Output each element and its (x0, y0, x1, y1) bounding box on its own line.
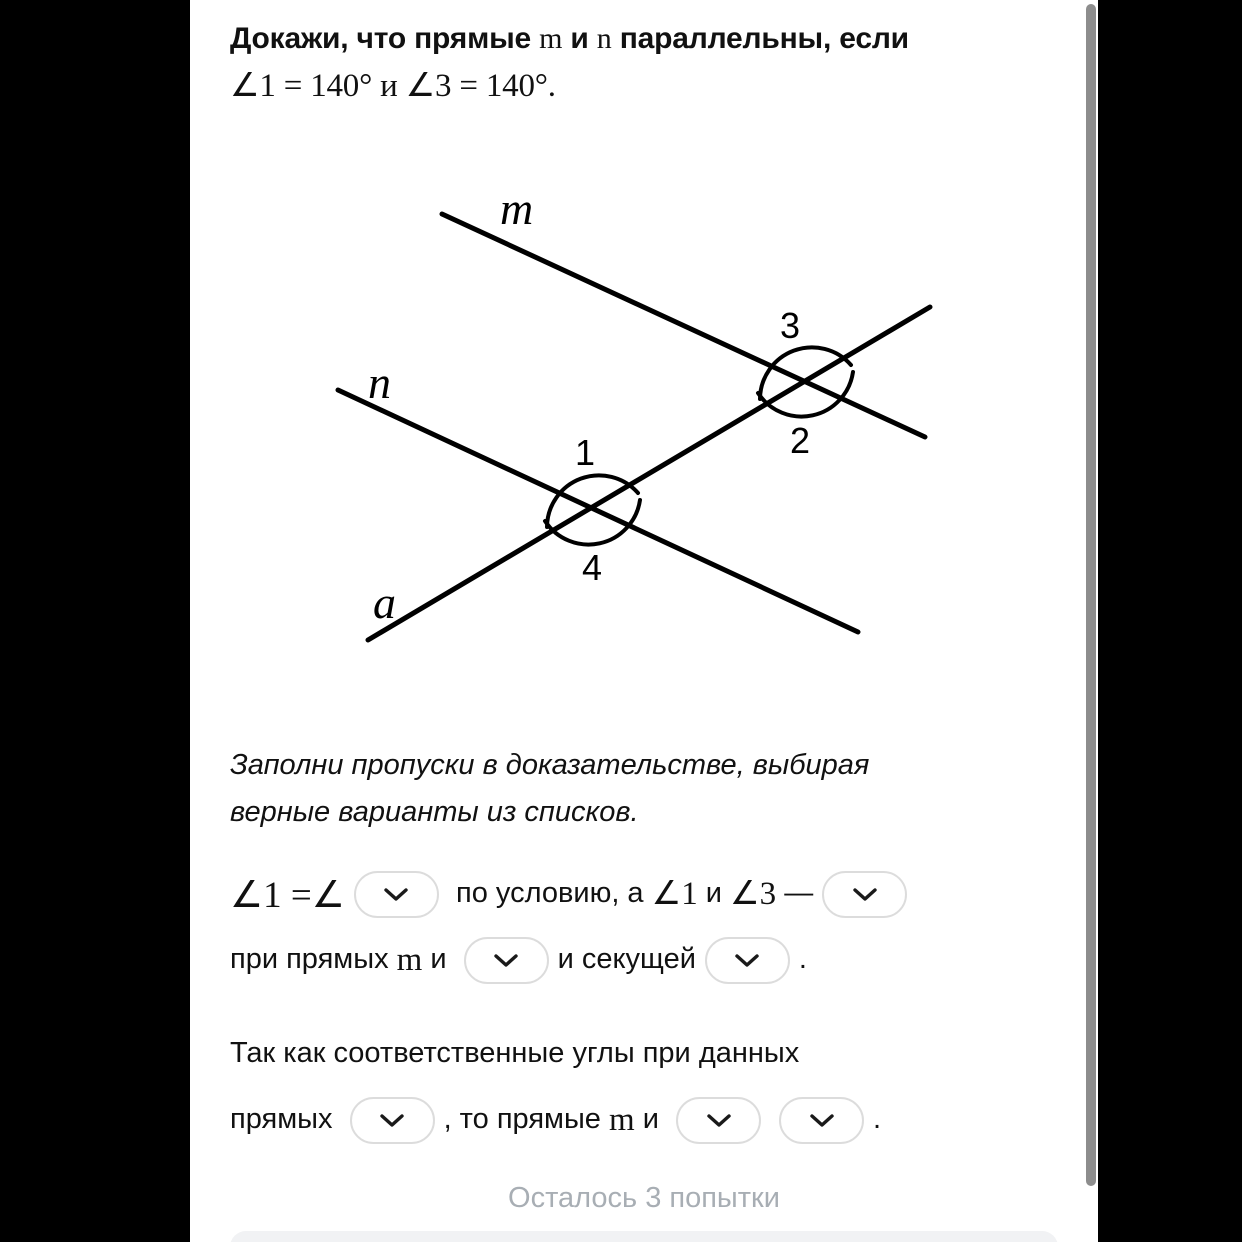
proof-line-m-1: m (396, 941, 423, 978)
figure-label-m: m (500, 183, 534, 234)
instruction-text (230, 742, 1020, 836)
dropdown-angle-pair-type[interactable] (822, 871, 907, 918)
dropdown-angles-relation[interactable] (350, 1097, 435, 1144)
submit-button[interactable] (230, 1231, 1058, 1242)
title-line-m: m (539, 22, 563, 55)
line-m (442, 214, 925, 437)
proof-text-and-3: и (634, 1103, 667, 1136)
title-text-part-1: Докажи, что прямые (230, 22, 540, 55)
title-text-part-2: и (562, 22, 597, 55)
angle-arc-1 (547, 475, 638, 527)
chevron-down-icon (383, 887, 409, 902)
figure-angle-label-1: 1 (574, 432, 596, 473)
lesson-paper (190, 0, 1098, 1242)
proof-text-lines: прямых (230, 1103, 341, 1136)
proof-text-and-2: и (422, 943, 455, 976)
proof-period-1: . (798, 943, 807, 976)
proof-text-and-secant: и секущей (557, 943, 696, 976)
instruction-line-1: Заполни пропуски в доказательстве, выбирая (230, 749, 870, 781)
proof-angle-equals: ∠1 =∠ (230, 874, 345, 916)
figure-label-n: n (368, 357, 391, 408)
proof-row-3 (230, 1022, 1070, 1086)
proof-text-at-lines: при прямых (230, 943, 397, 976)
title-text-part-3: параллельны, если (611, 22, 909, 55)
page-title (230, 18, 1030, 109)
proof-line-m-2: m (609, 1101, 635, 1138)
dropdown-conclusion-relation[interactable] (779, 1097, 864, 1144)
proof-text-dash: — (776, 877, 814, 910)
proof-text-then-lines: , то прямые (443, 1103, 609, 1136)
proof-text-by-condition: по условию, а (447, 877, 652, 910)
chevron-down-icon (706, 1113, 732, 1128)
chevron-down-icon (493, 953, 519, 968)
proof-paragraph-2 (230, 1022, 1070, 1152)
geometry-figure (320, 160, 1098, 680)
figure-angle-label-2: 2 (789, 420, 811, 461)
proof-row-2 (230, 928, 1070, 992)
dropdown-conclusion-line[interactable] (676, 1097, 761, 1144)
figure-angle-label-4: 4 (581, 547, 603, 588)
attempts-remaining-label: Осталось 3 попытки (508, 1182, 780, 1214)
dropdown-secant-line[interactable] (705, 937, 790, 984)
figure-label-a: a (373, 577, 396, 628)
dropdown-second-line[interactable] (464, 937, 549, 984)
chevron-down-icon (379, 1113, 405, 1128)
title-condition: ∠1 = 140° и ∠3 = 140°. (230, 67, 556, 104)
chevron-down-icon (809, 1113, 835, 1128)
title-line-n: n (596, 22, 612, 55)
figure-angle-label-3: 3 (779, 305, 801, 346)
proof-period-2: . (873, 1103, 882, 1136)
proof-angle-1: ∠1 (651, 875, 698, 912)
dropdown-angle-equal[interactable] (354, 871, 439, 918)
proof-text-and-1: и (697, 877, 731, 910)
line-a-transversal (368, 307, 930, 640)
proof-row-4 (230, 1088, 1070, 1152)
scrollbar-thumb[interactable] (1086, 4, 1096, 1186)
proof-text-corresponding-angles: Так как соответственные углы при данных (230, 1037, 800, 1070)
proof-paragraph-1 (230, 862, 1070, 992)
chevron-down-icon (852, 887, 878, 902)
proof-row-1 (230, 862, 1070, 926)
line-n (338, 390, 858, 632)
proof-angle-3: ∠3 (730, 875, 777, 912)
angle-arc-3 (760, 347, 851, 399)
chevron-down-icon (734, 953, 760, 968)
instruction-line-2: верные варианты из списков. (230, 795, 639, 828)
